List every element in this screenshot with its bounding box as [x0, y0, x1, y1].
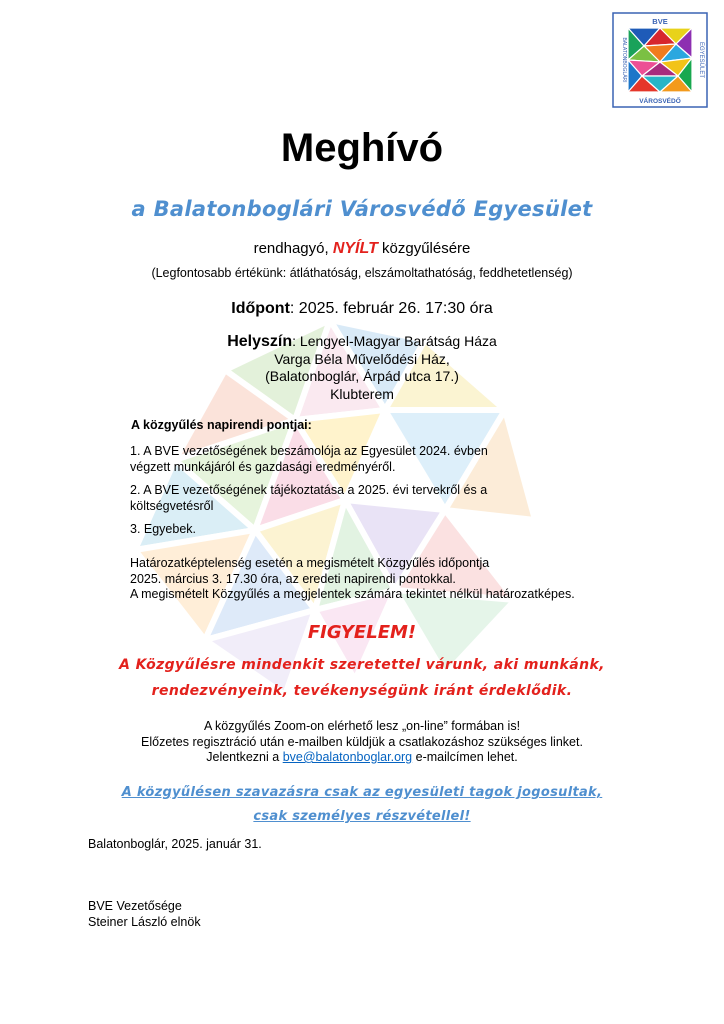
welcome-line-1: A Közgyűlésre mindenkit szeretettel várunk, aki munkánk, [119, 657, 605, 673]
welcome-message [0, 652, 724, 704]
zoom-line-3 [0, 750, 724, 766]
voting-notice [0, 781, 724, 829]
voting-line-1: A közgyűlésen szavazásra csak az egyesületi tagok jogosultak, [121, 785, 603, 800]
venue-line-1: : Lengyel-Magyar Barátság Háza [292, 333, 497, 349]
logo-right-text: EGYESÜLET [698, 41, 704, 79]
welcome-line-2: rendezvényeink, tevékenységünk iránt érdeklődik. [151, 683, 573, 699]
agenda-heading: A közgyűlés napirendi pontjai: [131, 418, 312, 432]
attention-heading: FIGYELEM! [307, 622, 417, 643]
meeting-venue [0, 333, 724, 403]
agenda-item-1 [130, 444, 488, 475]
agenda-item-1-line-2: végzett munkájáról és gazdasági eredményéről. [130, 459, 396, 474]
venue-line-4: Klubterem [330, 385, 394, 402]
quorum-line-1: Határozatképtelenség esetén a megismételt Közgyűlés időpontja [130, 556, 490, 570]
zoom-line-3-after: e-mailcímen lehet. [412, 750, 518, 764]
values-line: (Legfontosabb értékünk: átláthatóság, elszámoltathatóság, feddhetetlenség) [151, 266, 573, 280]
voting-line-2: csak személyes részvétellel! [253, 809, 471, 824]
signature-block [88, 898, 201, 930]
venue-line-3: (Balatonboglár, Árpád utca 17.) [265, 368, 459, 384]
venue-label: Helyszín [227, 333, 293, 350]
logo-bottom-text: VÁROSVÉDŐ [639, 98, 681, 105]
organization-name: a Balatonboglári Városvédő Egyesület [131, 197, 593, 221]
quorum-line-3: A megismételt Közgyűlés a megjelentek számára tekintet nélkül határozatképes. [130, 587, 575, 601]
agenda-item-2-line-2: költségvetésről [130, 498, 214, 513]
page-title: Meghívó [280, 126, 444, 170]
time-value: : 2025. február 26. 17:30 óra [289, 300, 493, 317]
agenda-item-3: 3. Egyebek. [130, 522, 197, 536]
bve-logo [612, 12, 708, 108]
signature-line-1: BVE Vezetősége [88, 899, 182, 913]
zoom-line-1: A közgyűlés Zoom-on elérhető lesz „on-line” formában is! [203, 719, 521, 733]
meeting-type-line [0, 240, 724, 258]
zoom-info [0, 719, 724, 766]
logo-top-text: BVE [652, 17, 668, 26]
time-label: Időpont [231, 300, 290, 317]
agenda-item-1-line-1: 1. A BVE vezetőségének beszámolója az Egyesület 2024. évben [130, 444, 488, 458]
venue-line-2: Varga Béla Művelődési Ház, [274, 350, 450, 367]
quorum-line-2: 2025. március 3. 17.30 óra, az eredeti napirendi pontokkal. [130, 571, 456, 586]
agenda-item-2 [130, 483, 487, 514]
email-link[interactable]: bve@balatonboglar.org [282, 750, 413, 764]
quorum-notice [130, 556, 575, 603]
zoom-line-3-before: Jelentkezni a [206, 750, 283, 764]
zoom-line-2: Előzetes regisztráció után e-mailben küldjük a csatlakozáshoz szükséges linket. [141, 734, 583, 749]
meeting-time [0, 300, 724, 318]
intro-before: rendhagyó, [253, 240, 333, 257]
logo-left-text: BALATONBOGLÁRI [621, 37, 627, 83]
intro-after: közgyűlésére [377, 240, 471, 257]
signature-line-2: Steiner László elnök [88, 915, 201, 929]
open-highlight: NYÍLT [332, 240, 378, 257]
document-date: Balatonboglár, 2025. január 31. [88, 837, 262, 851]
agenda-item-2-line-1: 2. A BVE vezetőségének tájékoztatása a 2025. évi tervekről és a [130, 483, 488, 497]
